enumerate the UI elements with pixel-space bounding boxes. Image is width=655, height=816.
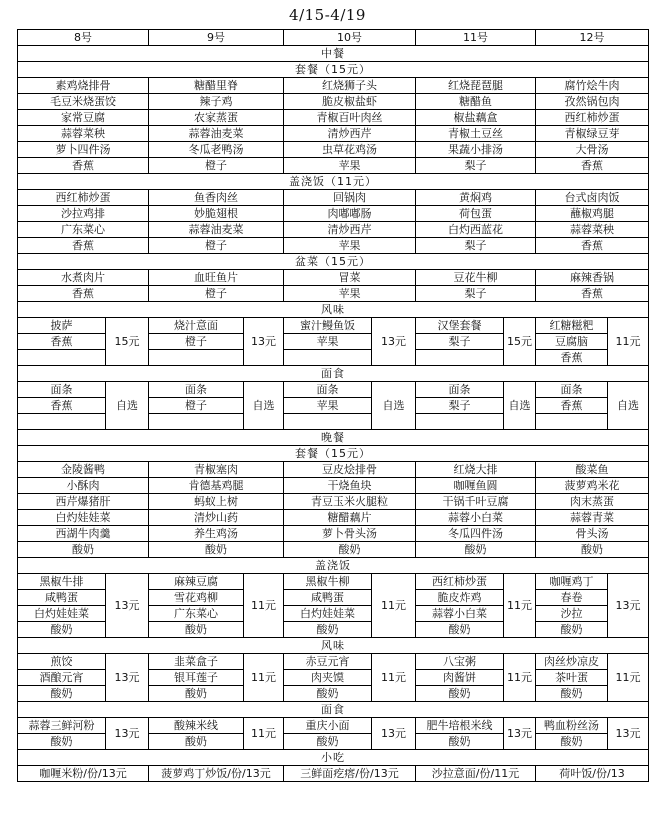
dish-row xyxy=(18,110,649,126)
dish-cell: 素鸡烧排骨 xyxy=(18,78,149,94)
dish-cell: 青椒土豆丝 xyxy=(416,126,536,142)
dish-cell: 白灼娃娃菜 xyxy=(18,510,149,526)
dish-cell: 脆皮炸鸡 xyxy=(416,590,504,606)
dish-cell: 家常豆腐 xyxy=(18,110,149,126)
dish-cell: 酸奶 xyxy=(284,734,372,750)
price-cell: 11元 xyxy=(504,654,536,702)
dish-cell: 酸奶 xyxy=(536,734,608,750)
dish-cell: 橙子 xyxy=(149,398,244,414)
dish-cell: 西芹爆猪肝 xyxy=(18,494,149,510)
dish-cell: 青豆玉米火腿粒 xyxy=(284,494,416,510)
lunch-flavor-label: 风味 xyxy=(18,302,649,318)
dish-cell: 脆皮椒盐虾 xyxy=(284,94,416,110)
price-cell: 自选 xyxy=(608,382,649,430)
dish-row xyxy=(18,718,649,734)
snack-cell: 菠萝鸡丁炒饭/份/13元 xyxy=(149,766,284,782)
dish-cell: 酸奶 xyxy=(284,542,416,558)
day-header: 8号 xyxy=(18,30,149,46)
dinner-rice-bowl-label: 盖浇饭 xyxy=(18,558,649,574)
dish-cell: 苹果 xyxy=(284,158,416,174)
dish-cell: 银耳莲子 xyxy=(149,670,244,686)
dish-cell: 咸鸭蛋 xyxy=(284,590,372,606)
dish-row xyxy=(18,478,649,494)
dish-cell: 血旺鱼片 xyxy=(149,270,284,286)
dish-cell: 酸奶 xyxy=(536,622,608,638)
dish-cell: 水煮肉片 xyxy=(18,270,149,286)
dish-cell xyxy=(18,414,106,430)
dish-row xyxy=(18,654,649,670)
day-header: 10号 xyxy=(284,30,416,46)
price-cell: 11元 xyxy=(372,654,416,702)
dish-row xyxy=(18,206,649,222)
section-row xyxy=(18,302,649,318)
dish-cell: 赤豆元宵 xyxy=(284,654,372,670)
dish-cell: 蒜蓉小白菜 xyxy=(416,606,504,622)
section-row xyxy=(18,702,649,718)
dish-cell: 黑椒牛排 xyxy=(18,574,106,590)
dish-cell: 冬瓜老鸭汤 xyxy=(149,142,284,158)
dish-cell: 红糖糍粑 xyxy=(536,318,608,334)
dish-cell: 豆腐脑 xyxy=(536,334,608,350)
dish-cell: 梨子 xyxy=(416,286,536,302)
dinner-label: 晚餐 xyxy=(18,430,649,446)
price-cell: 13元 xyxy=(106,574,149,638)
snack-cell: 咖喱米粉/份/13元 xyxy=(18,766,149,782)
dish-cell: 面条 xyxy=(536,382,608,398)
dish-cell: 孜然锅包肉 xyxy=(536,94,649,110)
price-cell: 13元 xyxy=(608,574,649,638)
lunch-noodle-label: 面食 xyxy=(18,366,649,382)
dish-cell: 酸奶 xyxy=(416,686,504,702)
dish-cell: 台式卤肉饭 xyxy=(536,190,649,206)
dish-row xyxy=(18,494,649,510)
price-cell: 15元 xyxy=(106,318,149,366)
dish-cell: 广东菜心 xyxy=(18,222,149,238)
dish-cell: 蜜汁鳗鱼饭 xyxy=(284,318,372,334)
dish-cell: 黑椒牛柳 xyxy=(284,574,372,590)
dish-cell: 酒酿元宵 xyxy=(18,670,106,686)
lunch-set-meal-label: 套餐（15元） xyxy=(18,62,649,78)
dish-cell: 清炒山药 xyxy=(149,510,284,526)
dinner-noodle-label: 面食 xyxy=(18,702,649,718)
dish-cell: 冒菜 xyxy=(284,270,416,286)
dish-cell: 春卷 xyxy=(536,590,608,606)
dish-cell: 酸奶 xyxy=(149,622,244,638)
price-cell: 13元 xyxy=(608,718,649,750)
dish-cell: 蒜蓉青菜 xyxy=(536,510,649,526)
dish-cell: 香蕉 xyxy=(536,398,608,414)
dish-cell: 梨子 xyxy=(416,238,536,254)
price-cell: 自选 xyxy=(106,382,149,430)
dish-cell: 面条 xyxy=(284,382,372,398)
price-cell: 15元 xyxy=(504,318,536,366)
dish-cell: 蘸椒鸡腿 xyxy=(536,206,649,222)
dish-cell: 骨头汤 xyxy=(536,526,649,542)
snack-cell: 荷叶饭/份/13 xyxy=(536,766,649,782)
dish-cell: 咖喱鱼圆 xyxy=(416,478,536,494)
dish-cell: 红烧琵琶腿 xyxy=(416,78,536,94)
dish-cell: 苹果 xyxy=(284,398,372,414)
dish-cell: 黄焖鸡 xyxy=(416,190,536,206)
dish-row xyxy=(18,510,649,526)
dish-cell: 广东菜心 xyxy=(149,606,244,622)
price-cell: 13元 xyxy=(106,654,149,702)
section-row xyxy=(18,446,649,462)
price-cell: 11元 xyxy=(244,574,284,638)
dish-cell: 蒜蓉小白菜 xyxy=(416,510,536,526)
dish-cell: 酸奶 xyxy=(416,734,504,750)
dish-cell: 香蕉 xyxy=(536,350,608,366)
section-row xyxy=(18,62,649,78)
dish-row xyxy=(18,126,649,142)
dish-row xyxy=(18,286,649,302)
snack-row xyxy=(18,766,649,782)
section-row xyxy=(18,430,649,446)
dish-cell: 酸奶 xyxy=(284,622,372,638)
dish-cell: 冬瓜四件汤 xyxy=(416,526,536,542)
dish-cell: 清炒西芹 xyxy=(284,126,416,142)
dish-cell: 苹果 xyxy=(284,238,416,254)
dish-cell: 毛豆米烧蛋饺 xyxy=(18,94,149,110)
lunch-rice-bowl-label: 盖浇饭（11元） xyxy=(18,174,649,190)
dish-cell: 肉丝炒凉皮 xyxy=(536,654,608,670)
snack-cell: 沙拉意面/份/11元 xyxy=(416,766,536,782)
dish-cell: 养生鸡汤 xyxy=(149,526,284,542)
day-header-row xyxy=(18,30,649,46)
dish-cell: 茶叶蛋 xyxy=(536,670,608,686)
dish-cell: 苹果 xyxy=(284,286,416,302)
dish-cell: 萝卜骨头汤 xyxy=(284,526,416,542)
dinner-flavor-label: 风味 xyxy=(18,638,649,654)
price-cell: 13元 xyxy=(372,318,416,366)
dish-cell: 橙子 xyxy=(149,286,284,302)
price-cell: 13元 xyxy=(106,718,149,750)
dish-row xyxy=(18,78,649,94)
price-cell: 11元 xyxy=(244,718,284,750)
price-cell: 11元 xyxy=(372,574,416,638)
dish-cell: 西红柿炒蛋 xyxy=(18,190,149,206)
dish-row xyxy=(18,526,649,542)
dish-cell xyxy=(149,350,244,366)
day-header: 12号 xyxy=(536,30,649,46)
dish-row xyxy=(18,142,649,158)
lunch-basin-label: 盆菜（15元） xyxy=(18,254,649,270)
dish-cell: 糖醋里脊 xyxy=(149,78,284,94)
dish-cell: 干锅千叶豆腐 xyxy=(416,494,536,510)
dish-cell: 面条 xyxy=(416,382,504,398)
dish-cell: 披萨 xyxy=(18,318,106,334)
section-row xyxy=(18,46,649,62)
dish-cell: 烧汁意面 xyxy=(149,318,244,334)
dish-cell: 八宝粥 xyxy=(416,654,504,670)
dish-cell: 红烧大排 xyxy=(416,462,536,478)
dish-cell xyxy=(18,350,106,366)
price-cell: 11元 xyxy=(608,318,649,366)
dish-cell: 果蔬小排汤 xyxy=(416,142,536,158)
dish-cell: 肉末蒸蛋 xyxy=(536,494,649,510)
dish-cell: 糖醋藕片 xyxy=(284,510,416,526)
dish-cell: 腐竹烩牛肉 xyxy=(536,78,649,94)
dish-cell: 橙子 xyxy=(149,238,284,254)
dish-cell: 重庆小面 xyxy=(284,718,372,734)
dish-cell: 酸奶 xyxy=(149,734,244,750)
dish-cell: 萝卜四件汤 xyxy=(18,142,149,158)
dish-cell: 鸭血粉丝汤 xyxy=(536,718,608,734)
dish-cell: 肉夹馍 xyxy=(284,670,372,686)
dinner-set-meal-label: 套餐（15元） xyxy=(18,446,649,462)
dish-cell: 面条 xyxy=(149,382,244,398)
dish-cell: 苹果 xyxy=(284,334,372,350)
dish-cell: 香蕉 xyxy=(18,238,149,254)
dish-cell: 香蕉 xyxy=(18,398,106,414)
dish-cell: 酸奶 xyxy=(18,622,106,638)
price-cell: 自选 xyxy=(244,382,284,430)
dish-cell: 酸奶 xyxy=(149,686,244,702)
dish-row xyxy=(18,462,649,478)
dish-cell: 酸奶 xyxy=(536,542,649,558)
dish-cell: 农家蒸蛋 xyxy=(149,110,284,126)
dish-cell: 肥牛培根米线 xyxy=(416,718,504,734)
dish-cell: 青椒百叶肉丝 xyxy=(284,110,416,126)
dish-cell xyxy=(284,350,372,366)
price-cell: 13元 xyxy=(372,718,416,750)
dish-cell: 梨子 xyxy=(416,334,504,350)
dish-cell: 金陵酱鸭 xyxy=(18,462,149,478)
section-row xyxy=(18,174,649,190)
dish-cell: 小酥肉 xyxy=(18,478,149,494)
price-cell: 自选 xyxy=(504,382,536,430)
dish-cell: 酸奶 xyxy=(416,542,536,558)
dinner-snack-label: 小吃 xyxy=(18,750,649,766)
dish-cell: 麻辣香锅 xyxy=(536,270,649,286)
day-header: 9号 xyxy=(149,30,284,46)
dish-cell: 荷包蛋 xyxy=(416,206,536,222)
dish-cell: 梨子 xyxy=(416,158,536,174)
dish-cell: 橙子 xyxy=(149,334,244,350)
dish-cell: 香蕉 xyxy=(536,238,649,254)
dish-cell: 沙拉 xyxy=(536,606,608,622)
dish-cell: 面条 xyxy=(18,382,106,398)
dish-cell: 酸奶 xyxy=(18,542,149,558)
dish-cell: 酸辣米线 xyxy=(149,718,244,734)
dish-cell: 蒜蓉油麦菜 xyxy=(149,222,284,238)
dish-row xyxy=(18,94,649,110)
dish-row xyxy=(18,238,649,254)
price-cell: 11元 xyxy=(504,574,536,638)
dish-cell: 香蕉 xyxy=(18,286,149,302)
dish-cell: 豆皮烩排骨 xyxy=(284,462,416,478)
dish-cell: 回锅肉 xyxy=(284,190,416,206)
dish-cell: 咖喱鸡丁 xyxy=(536,574,608,590)
dish-cell: 红烧狮子头 xyxy=(284,78,416,94)
dish-cell: 蒜蓉油麦菜 xyxy=(149,126,284,142)
dish-cell: 大骨汤 xyxy=(536,142,649,158)
dish-row xyxy=(18,382,649,398)
price-cell: 13元 xyxy=(244,318,284,366)
section-row xyxy=(18,254,649,270)
dish-cell: 清炒西芹 xyxy=(284,222,416,238)
dish-cell: 干烧鱼块 xyxy=(284,478,416,494)
dish-cell: 咸鸭蛋 xyxy=(18,590,106,606)
dish-row xyxy=(18,270,649,286)
dish-cell: 肉嘟嘟肠 xyxy=(284,206,416,222)
price-cell: 13元 xyxy=(504,718,536,750)
price-cell: 自选 xyxy=(372,382,416,430)
dish-row xyxy=(18,222,649,238)
dish-cell: 糖醋鱼 xyxy=(416,94,536,110)
dish-cell: 蒜蓉三鲜河粉 xyxy=(18,718,106,734)
dish-cell: 梨子 xyxy=(416,398,504,414)
dish-cell: 豆花牛柳 xyxy=(416,270,536,286)
dish-cell: 白灼娃娃菜 xyxy=(284,606,372,622)
section-row xyxy=(18,558,649,574)
dish-row xyxy=(18,542,649,558)
dish-cell: 韭菜盒子 xyxy=(149,654,244,670)
dish-cell: 沙拉鸡排 xyxy=(18,206,149,222)
dish-cell: 蒜蓉菜秧 xyxy=(18,126,149,142)
page-title: 4/15-4/19 xyxy=(289,6,366,24)
lunch-label: 中餐 xyxy=(18,46,649,62)
dish-cell: 雪花鸡柳 xyxy=(149,590,244,606)
dish-cell xyxy=(416,350,504,366)
dish-cell: 煎饺 xyxy=(18,654,106,670)
dish-cell xyxy=(284,414,372,430)
dish-row xyxy=(18,318,649,334)
dish-cell: 西红柿炒蛋 xyxy=(416,574,504,590)
dish-cell: 青椒塞肉 xyxy=(149,462,284,478)
dish-cell: 酸奶 xyxy=(18,734,106,750)
section-row xyxy=(18,366,649,382)
dish-cell: 妙脆翅根 xyxy=(149,206,284,222)
dish-cell: 虫草花鸡汤 xyxy=(284,142,416,158)
dish-cell: 香蕉 xyxy=(536,158,649,174)
dish-cell: 鱼香肉丝 xyxy=(149,190,284,206)
dish-cell: 蚂蚁上树 xyxy=(149,494,284,510)
dish-cell: 酸奶 xyxy=(18,686,106,702)
snack-cell: 三鲜面疙瘩/份/13元 xyxy=(284,766,416,782)
dish-cell: 酸奶 xyxy=(149,542,284,558)
dish-cell: 酸奶 xyxy=(284,686,372,702)
dish-cell: 椒盐藕盒 xyxy=(416,110,536,126)
dish-cell: 酸奶 xyxy=(536,686,608,702)
price-cell: 11元 xyxy=(608,654,649,702)
section-row xyxy=(18,638,649,654)
price-cell: 11元 xyxy=(244,654,284,702)
dish-cell: 青椒绿豆芽 xyxy=(536,126,649,142)
dish-row xyxy=(18,574,649,590)
dish-cell: 酸奶 xyxy=(416,622,504,638)
dish-cell xyxy=(149,414,244,430)
dish-cell: 辣子鸡 xyxy=(149,94,284,110)
dish-cell: 肯德基鸡腿 xyxy=(149,478,284,494)
dish-cell xyxy=(536,414,608,430)
dish-cell: 肉酱饼 xyxy=(416,670,504,686)
dish-cell: 蒜蓉菜秧 xyxy=(536,222,649,238)
weekly-menu-table xyxy=(17,29,649,782)
dish-cell: 麻辣豆腐 xyxy=(149,574,244,590)
dish-cell: 白灼娃娃菜 xyxy=(18,606,106,622)
dish-cell: 香蕉 xyxy=(18,158,149,174)
dish-cell xyxy=(416,414,504,430)
day-header: 11号 xyxy=(416,30,536,46)
section-row xyxy=(18,750,649,766)
dish-cell: 香蕉 xyxy=(18,334,106,350)
dish-cell: 西红柿炒蛋 xyxy=(536,110,649,126)
dish-cell: 橙子 xyxy=(149,158,284,174)
dish-row xyxy=(18,190,649,206)
dish-cell: 白灼西蓝花 xyxy=(416,222,536,238)
dish-cell: 菠萝鸡米花 xyxy=(536,478,649,494)
dish-cell: 酸菜鱼 xyxy=(536,462,649,478)
dish-cell: 西湖牛肉羹 xyxy=(18,526,149,542)
dish-cell: 汉堡套餐 xyxy=(416,318,504,334)
dish-row xyxy=(18,158,649,174)
dish-cell: 香蕉 xyxy=(536,286,649,302)
